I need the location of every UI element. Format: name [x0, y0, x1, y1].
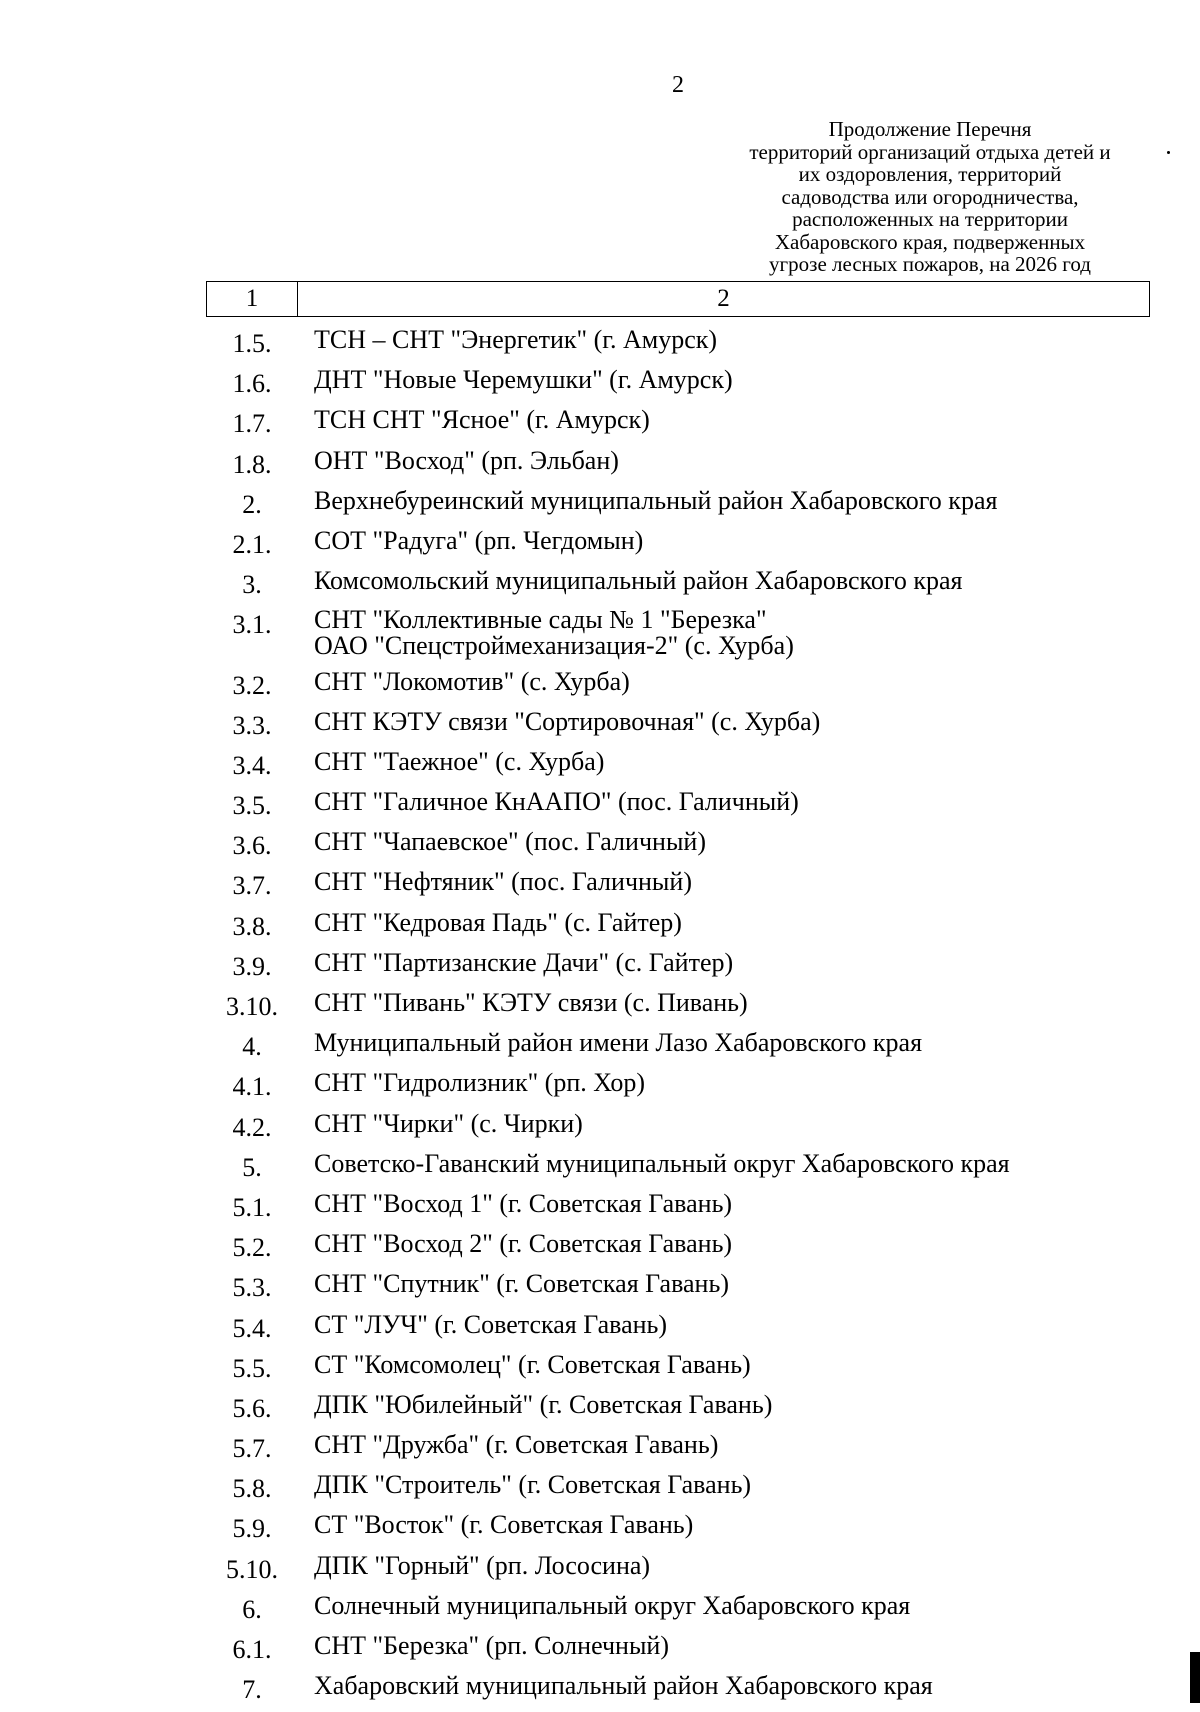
row-text: СТ "ЛУЧ" (г. Советская Гавань) [314, 1309, 668, 1339]
row-text: СНТ "Восход 1" (г. Советская Гавань) [314, 1188, 733, 1218]
row-text: СНТ "Березка" (рп. Солнечный) [314, 1631, 669, 1660]
table-row [206, 1150, 1166, 1182]
row-number: 5.9. [232, 1514, 272, 1544]
row-number: 4. [242, 1032, 262, 1062]
row-number: 5.6. [232, 1393, 272, 1423]
header-line: расположенных на территории [792, 207, 1068, 231]
table-row [206, 447, 1166, 479]
row-number: 5.10. [226, 1554, 278, 1584]
row-number: 3.3. [232, 710, 272, 740]
row-text: ТСН – СНТ "Энергетик" (г. Амурск) [314, 325, 718, 354]
table-row [206, 567, 1166, 599]
row-number: 3.10. [226, 992, 278, 1021]
row-text: СНТ "Дружба" (г. Советская Гавань) [314, 1430, 719, 1460]
table-row [206, 487, 1166, 519]
row-text: СНТ "Чапаевское" (пос. Галичный) [314, 827, 706, 857]
row-number: 3.2. [232, 670, 272, 700]
row-number: 5.3. [232, 1273, 272, 1303]
scan-edge-mark [1190, 1652, 1200, 1703]
table-row [206, 1431, 1166, 1463]
row-number: 5.7. [232, 1434, 272, 1464]
row-text-line: ОАО "Спецстроймеханизация-2" (с. Хурба) [314, 631, 794, 661]
header-line: Хабаровского края, подверженных [774, 229, 1086, 254]
row-text: СНТ "Пивань" КЭТУ связи (с. Пивань) [314, 988, 748, 1017]
row-number: 6.1. [232, 1635, 272, 1664]
row-text: СОТ "Радуга" (рп. Чегдомын) [314, 525, 644, 555]
table-row [206, 1672, 1166, 1704]
table-row [206, 607, 1166, 659]
table-row [206, 1190, 1166, 1222]
table-column-header [206, 281, 1150, 317]
row-number: 5.1. [232, 1192, 272, 1222]
row-text: ДПК "Строитель" (г. Советская Гавань) [314, 1470, 752, 1500]
table-row [206, 1311, 1166, 1343]
row-number: 3.5. [232, 791, 272, 821]
row-number: 4.2. [232, 1112, 272, 1142]
column-1-header: 1 [207, 282, 298, 316]
row-text: ТСН СНТ "Ясное" (г. Амурск) [314, 405, 650, 435]
row-number: 5.8. [232, 1474, 272, 1504]
table-row [206, 1511, 1166, 1543]
row-number: 2.1. [232, 529, 272, 559]
row-text: Советско-Гаванский муниципальный округ Хабаровского края [314, 1148, 1010, 1178]
row-text-line: СНТ "Коллективные сады № 1 "Березка" [314, 605, 767, 635]
row-text: СТ "Восток" (г. Советская Гавань) [314, 1510, 694, 1540]
row-text: СНТ "Спутник" (г. Советская Гавань) [314, 1269, 729, 1299]
row-number: 3.4. [232, 750, 272, 780]
table-row [206, 326, 1166, 358]
table-row [206, 406, 1166, 438]
row-number: 5.5. [232, 1353, 272, 1383]
table-row [206, 1391, 1166, 1423]
table-row [206, 1552, 1166, 1584]
header-line: угрозе лесных пожаров, на 2026 год [769, 252, 1091, 276]
table-row [206, 1270, 1166, 1302]
header-line: садоводства или огородничества, [781, 184, 1079, 209]
row-number: 3.1. [232, 610, 272, 640]
row-number: 3.6. [232, 831, 272, 861]
row-text: СНТ "Гидролизник" (рп. Хор) [314, 1068, 646, 1098]
list-continuation-header [720, 118, 1140, 276]
table-row [206, 828, 1166, 860]
territory-list [206, 326, 1166, 1712]
row-text: СНТ "Таежное" (с. Хурба) [314, 746, 605, 776]
row-text: ОНТ "Восход" (рп. Эльбан) [314, 445, 619, 475]
row-text: СНТ "Восход 2" (г. Советская Гавань) [314, 1229, 733, 1259]
scan-speck [1167, 151, 1170, 154]
row-text: СНТ "Локомотив" (с. Хурба) [314, 666, 630, 696]
table-row [206, 748, 1166, 780]
row-number: 3.7. [232, 871, 272, 901]
table-row [206, 1471, 1166, 1503]
row-number: 3.8. [232, 911, 272, 941]
row-text: Верхнебуреинский муниципальный район Хабаровского края [314, 485, 998, 515]
table-row [206, 1230, 1166, 1262]
row-number: 7. [242, 1675, 262, 1705]
row-number: 3. [242, 570, 262, 600]
row-number: 3.9. [232, 951, 272, 981]
header-line: Продолжение Перечня [828, 117, 1032, 141]
row-text: Комсомольский муниципальный район Хабаровского края [314, 566, 963, 596]
table-row [206, 1029, 1166, 1061]
table-row [206, 868, 1166, 900]
row-number: 1.6. [232, 369, 272, 399]
row-number: 1.5. [232, 329, 272, 358]
table-row [206, 1110, 1166, 1142]
header-line: их оздоровления, территорий [798, 162, 1062, 186]
table-row [206, 788, 1166, 820]
row-text: СНТ "Партизанские Дачи" (с. Гайтер) [314, 947, 734, 977]
row-text: ДПК "Юбилейный" (г. Советская Гавань) [314, 1389, 773, 1419]
row-text: СНТ "Галичное КнААПО" (пос. Галичный) [314, 787, 799, 817]
page-number: 2 [672, 72, 684, 98]
column-2-header: 2 [717, 285, 730, 312]
table-row [206, 1592, 1166, 1624]
header-line: территорий организаций отдыха детей и [749, 139, 1111, 164]
table-row [206, 1632, 1166, 1664]
row-text: ДНТ "Новые Черемушки" (г. Амурск) [314, 365, 733, 395]
row-text: СНТ КЭТУ связи "Сортировочная" (с. Хурба) [314, 706, 821, 736]
row-text: СТ "Комсомолец" (г. Советская Гавань) [314, 1349, 751, 1379]
row-text: Солнечный муниципальный округ Хабаровского края [314, 1590, 911, 1620]
table-row [206, 366, 1166, 398]
row-text: СНТ "Кедровая Падь" (с. Гайтер) [314, 907, 682, 937]
row-number: 2. [242, 489, 262, 519]
table-row [206, 708, 1166, 740]
table-row [206, 668, 1166, 700]
table-row [206, 949, 1166, 981]
row-text: Муниципальный район имени Лазо Хабаровского края [314, 1028, 923, 1058]
table-row [206, 527, 1166, 559]
table-row [206, 1351, 1166, 1383]
table-row [206, 1069, 1166, 1101]
row-number: 1.7. [232, 409, 272, 439]
row-text: ДПК "Горный" (рп. Лососина) [314, 1550, 651, 1580]
row-text: СНТ "Нефтяник" (пос. Галичный) [314, 867, 692, 897]
row-text [298, 607, 794, 659]
table-row [206, 989, 1166, 1021]
row-number: 5.4. [232, 1313, 272, 1343]
row-text: Хабаровский муниципальный район Хабаровского края [314, 1671, 933, 1701]
row-number: 6. [242, 1594, 262, 1624]
row-text: СНТ "Чирки" (с. Чирки) [314, 1108, 583, 1138]
table-row [206, 909, 1166, 941]
row-number: 4.1. [232, 1072, 272, 1102]
row-number: 5. [242, 1152, 262, 1182]
row-number: 1.8. [232, 449, 272, 479]
row-number: 5.2. [232, 1233, 272, 1263]
